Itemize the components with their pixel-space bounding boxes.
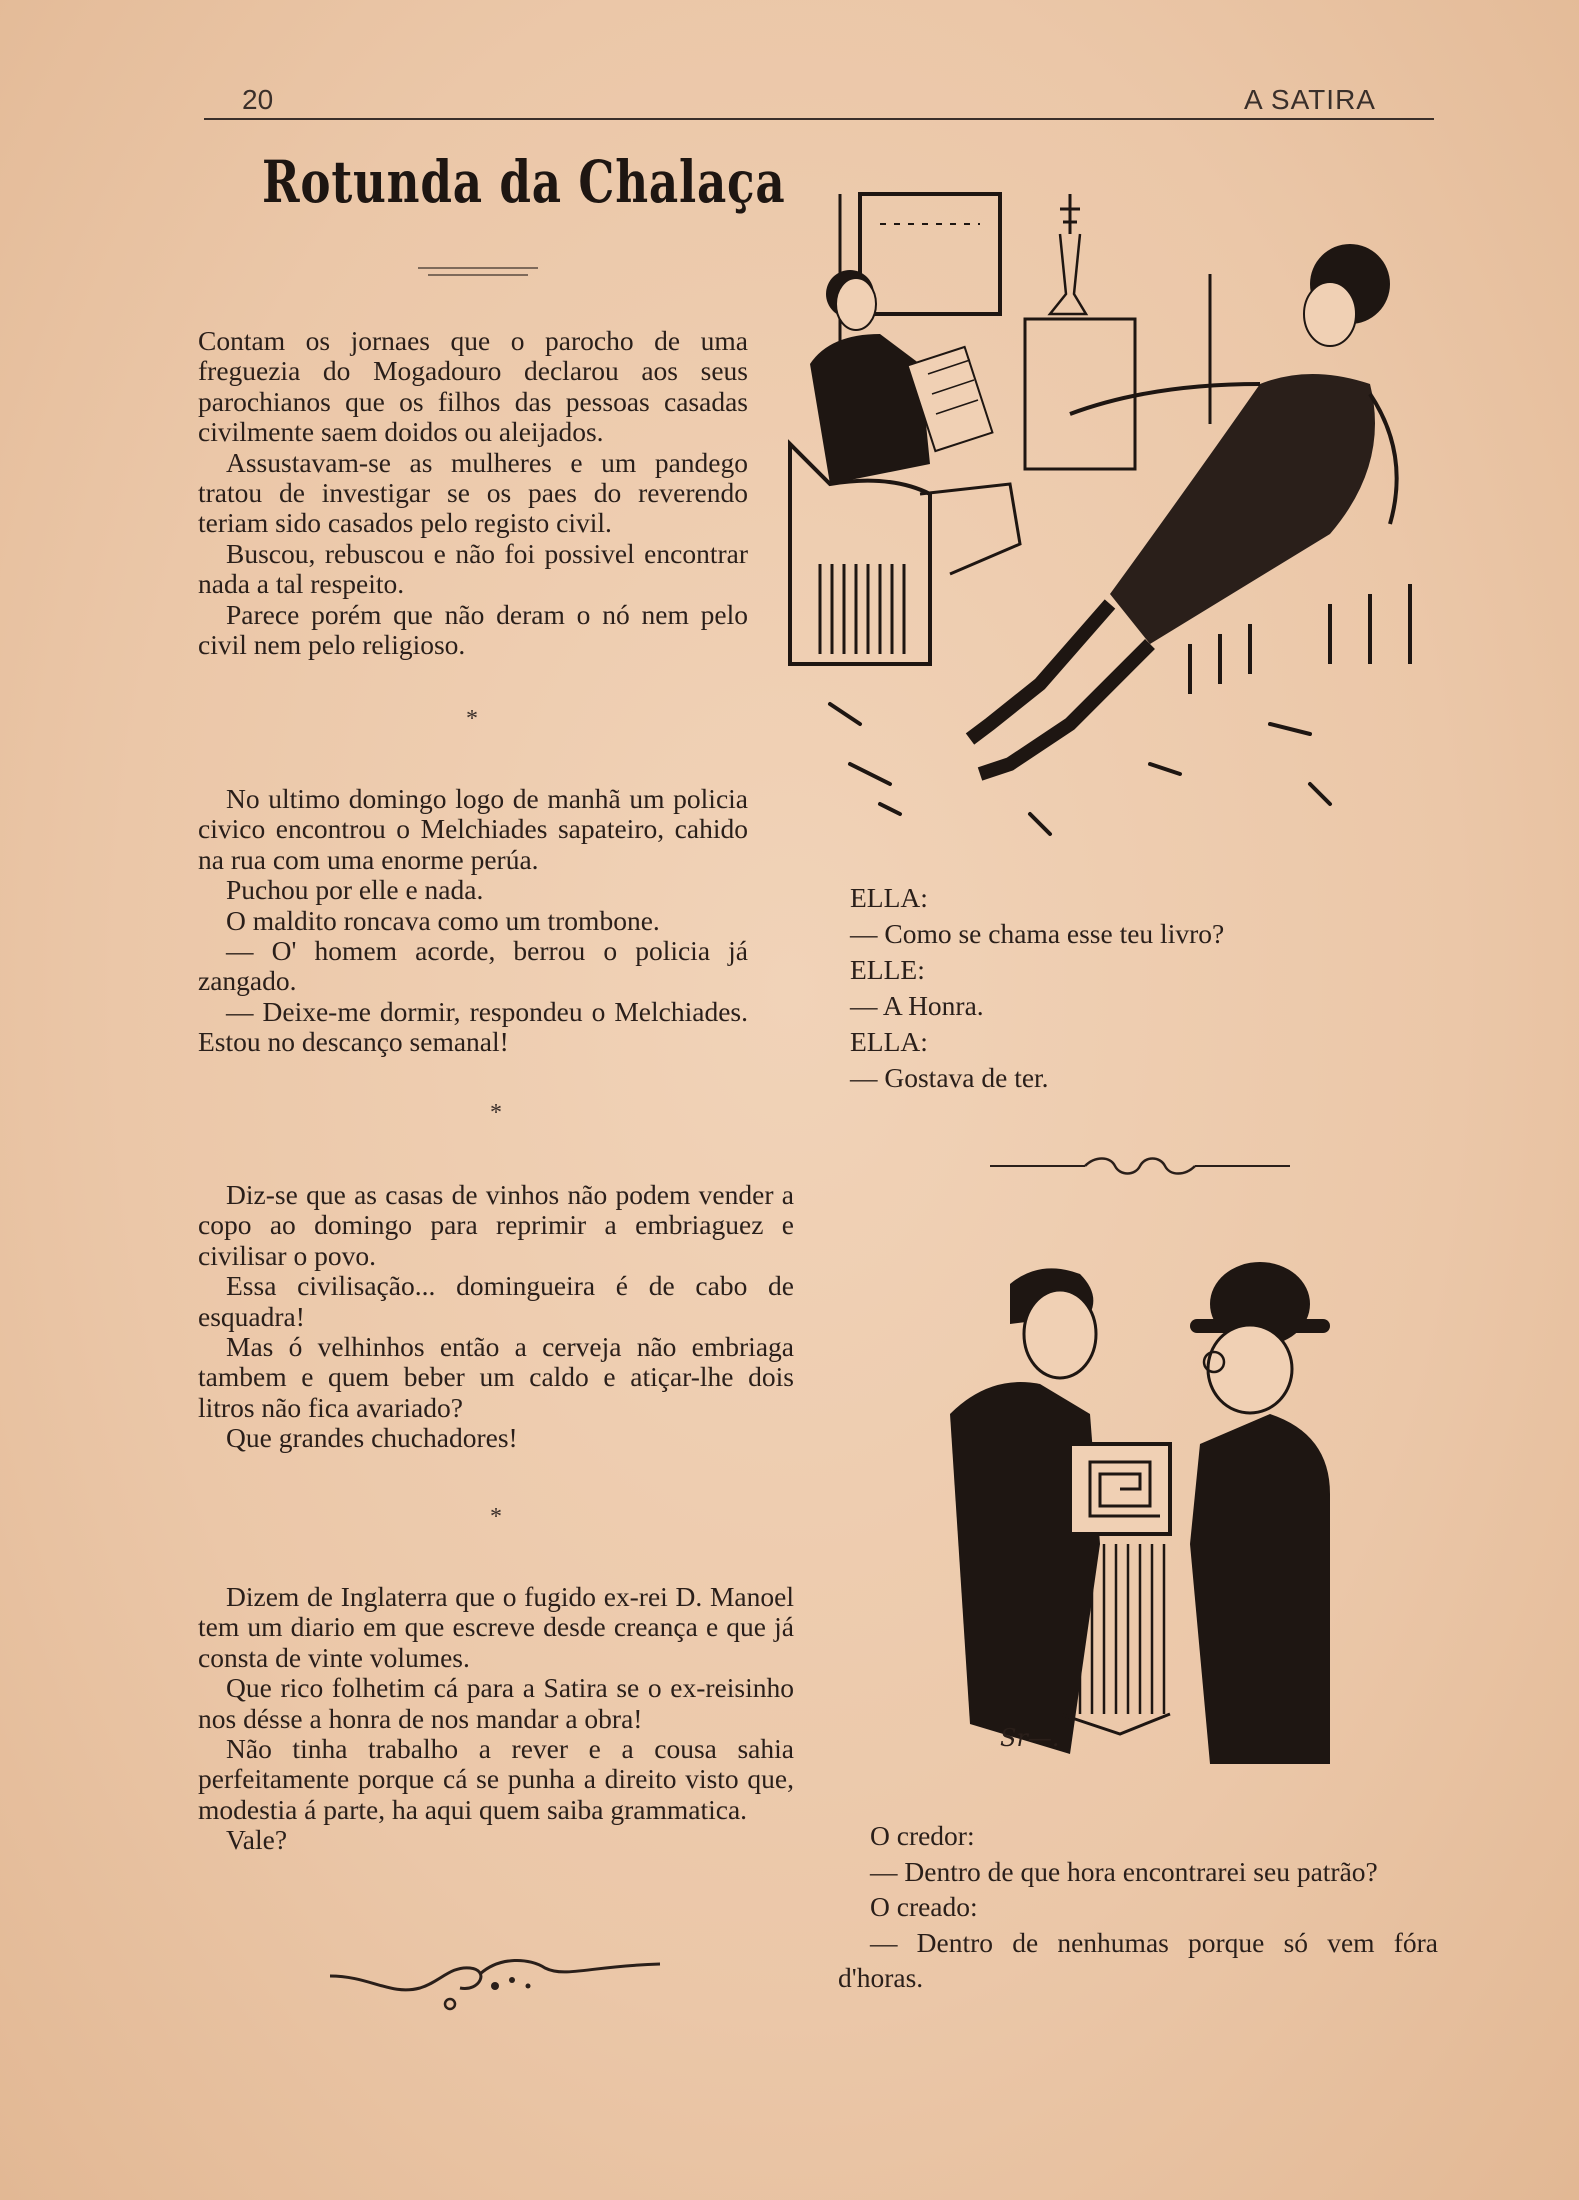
- dialog-line: — Como se chama esse teu livro?: [850, 918, 1225, 949]
- story-paragraph: Contam os jornaes que o parocho de uma freguezia do Mogadouro declarou aos seus parochianos que os filhos das pessoas casadas civilmente saem doidos ou aleijados.: [198, 325, 748, 448]
- middle-ornament: [990, 1154, 1290, 1178]
- cartoon-creditor-illustration: [950, 1244, 1350, 1784]
- story-paragraph: O maldito roncava como um trombone.: [226, 904, 660, 936]
- title-underline-ornament: [418, 262, 538, 282]
- story-paragraph: — Deixe-me dormir, respondeu o Melchiades. Estou no descanço semanal!: [198, 995, 748, 1058]
- story-paragraph: Dizem de Inglaterra que o fugido ex-rei D. Manoel tem um diario em que escreve desde creança e que já consta de vinte volumes.: [198, 1581, 794, 1673]
- dialog-line: — A Honra.: [850, 990, 984, 1021]
- dialog-line: ELLE:: [850, 954, 925, 985]
- dialog-line: O creado:: [870, 1891, 978, 1922]
- dialog-ella-elle: [850, 880, 1400, 1096]
- story-paragraph: No ultimo domingo logo de manhã um policia civico encontrou o Melchiades sapateiro, cahido na rua com uma enorme perúa.: [198, 783, 748, 875]
- illustration-signature: Sr—.: [1000, 1724, 1060, 1752]
- story-parish: [198, 326, 748, 660]
- story-paragraph: Vale?: [226, 1824, 288, 1856]
- story-policeman: [198, 784, 748, 1058]
- story-paragraph: Buscou, rebuscou e não foi possivel encontrar nada a tal respeito.: [198, 537, 748, 600]
- page-number: 20: [242, 84, 274, 115]
- separator-star: *: [466, 706, 478, 732]
- section-title: Rotunda da Chalaça: [262, 148, 786, 216]
- dialog-line: — Dentro de nenhumas porque só vem fóra d'horas.: [838, 1926, 1438, 1993]
- magazine-title: A SATIRA: [1244, 84, 1376, 115]
- dialog-creditor-servant: [838, 1818, 1438, 1996]
- end-ornament: [330, 1946, 660, 2016]
- story-paragraph: Puchou por elle e nada.: [226, 874, 484, 906]
- cartoon-couple-illustration: [770, 164, 1420, 854]
- dialog-line: ELLA:: [850, 1026, 928, 1057]
- dialog-line: — Dentro de que hora encontrarei seu patrão?: [870, 1855, 1378, 1887]
- story-king: [198, 1582, 794, 1856]
- dialog-line: ELLA:: [850, 882, 928, 913]
- story-paragraph: Não tinha trabalho a rever e a cousa sahia perfeitamente porque cá se punha a direito visto que, modestia á parte, ha aqui quem saiba grammatica.: [198, 1733, 794, 1825]
- header-rule: [204, 118, 1434, 120]
- story-paragraph: Essa civilisação... domingueira é de cabo de esquadra!: [198, 1270, 794, 1332]
- story-wine: [198, 1180, 794, 1454]
- story-paragraph: Que rico folhetim cá para a Satira se o ex-reisinho nos désse a honra de nos mandar a obra!: [198, 1672, 794, 1734]
- dialog-line: O credor:: [870, 1820, 975, 1851]
- story-paragraph: — O' homem acorde, berrou o policia já zangado.: [198, 935, 748, 997]
- separator-star: *: [490, 1504, 502, 1530]
- separator-star: *: [490, 1100, 502, 1126]
- story-paragraph: Mas ó velhinhos então a cerveja não embriaga tambem e quem beber um caldo e atiçar-lhe dois litros não fica avariado?: [198, 1331, 794, 1423]
- story-paragraph: Diz-se que as casas de vinhos não podem vender a copo ao domingo para reprimir a embriaguez e civilisar o povo.: [198, 1179, 794, 1271]
- story-paragraph: Que grandes chuchadores!: [226, 1422, 518, 1454]
- dialog-line: — Gostava de ter.: [850, 1062, 1049, 1093]
- story-paragraph: Assustavam-se as mulheres e um pandego tratou de investigar se os paes do reverendo teriam sido casados pelo registo civil.: [198, 446, 748, 539]
- story-paragraph: Parece porém que não deram o nó nem pelo civil nem pelo religioso.: [198, 598, 748, 661]
